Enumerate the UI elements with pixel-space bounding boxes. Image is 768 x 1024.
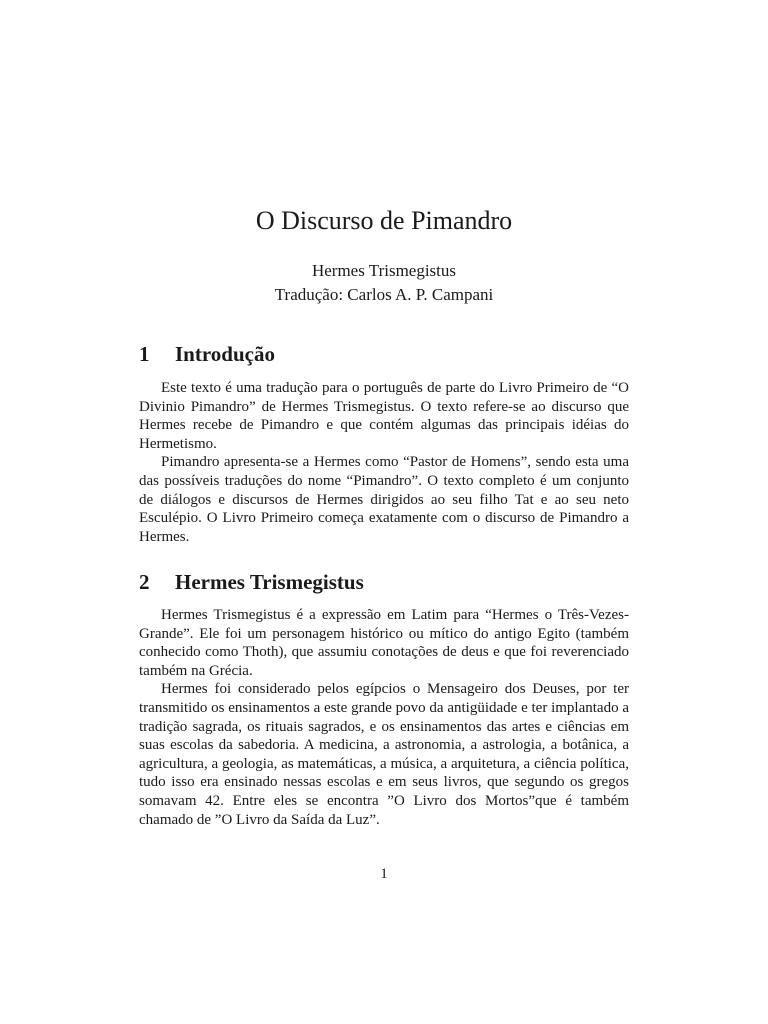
section-number: 2 bbox=[139, 570, 150, 594]
section-body-introducao bbox=[139, 379, 629, 546]
section-title: Introdução bbox=[175, 342, 275, 366]
paragraph: Pimandro apresenta-se a Hermes como “Pastor de Homens”, sendo esta uma das possíveis traduções do nome “Pimandro”. O texto completo é um conjunto de diálogos e discursos de Hermes dirigidos ao seu filho Tat e ao seu neto Esculépio. O Livro Primeiro começa exatamente com o discurso de Pimandro a Hermes. bbox=[139, 454, 629, 545]
paragraph: Hermes foi considerado pelos egípcios o Mensageiro dos Deuses, por ter transmitido os ensinamentos a este grande povo da antigüidade e ter implantado a tradição sagrada, os rituais sagrados, e os ensinamentos das artes e ciências em suas escolas da sabedoria. A medicina, a astronomia, a astrologia, a botânica, a agricultura, a geologia, as matemáticas, a música, a arquitetura, a ciência política, tudo isso era ensinado nessas escolas e em seus livros, que segundo os gregos somavam 42. Entre eles se encontra ”O Livro dos Mortos”que é também chamado de ”O Livro da Saída da Luz”. bbox=[139, 681, 629, 828]
section-title: Hermes Trismegistus bbox=[175, 570, 364, 594]
document-title: O Discurso de Pimandro bbox=[255, 206, 513, 235]
paragraph: Hermes Trismegistus é a expressão em Latim para “Hermes o Três-Vezes-Grande”. Ele foi um personagem histórico ou mítico do antigo Egito (também conhecido como Thoth), que assumiu conotações de deus e que foi reverenciado também na Grécia. bbox=[139, 607, 629, 679]
section-body-hermes-trismegistus bbox=[139, 606, 629, 829]
author-name: Hermes Trismegistus bbox=[311, 261, 457, 280]
section-heading-introducao bbox=[139, 342, 275, 367]
page-number: 1 bbox=[380, 866, 388, 882]
translator-credit: Tradução: Carlos A. P. Campani bbox=[274, 285, 494, 304]
paragraph: Este texto é uma tradução para o português de parte do Livro Primeiro de “O Divinio Pimandro” de Hermes Trismegistus. O texto refere-se ao discurso que Hermes recebe de Pimandro e que contém algumas das principais idéias do Hermetismo. bbox=[139, 380, 629, 452]
section-number: 1 bbox=[139, 342, 150, 366]
section-heading-hermes-trismegistus bbox=[139, 570, 364, 595]
